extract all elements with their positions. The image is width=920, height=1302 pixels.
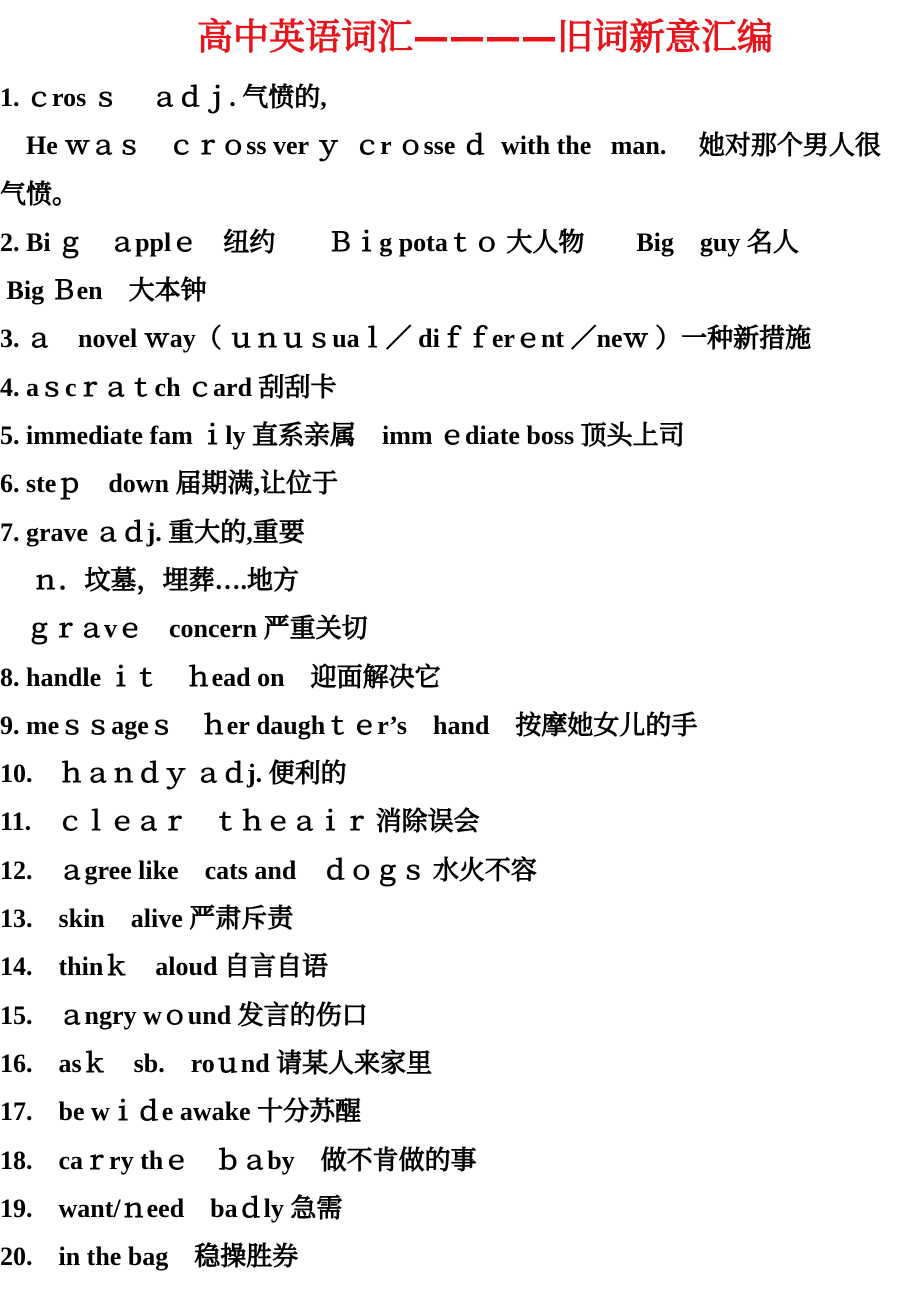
- list-item: Big Ｂen 大本钟: [0, 276, 207, 306]
- list-item: 15. ａngry wｏund 发言的伤口: [0, 1000, 368, 1030]
- list-item: 11. ｃｌｅａｒ ｔｈｅａｉｒ 消除误会: [0, 807, 480, 837]
- list-item: 3. ａ novel ｗay（ ｕｎｕｓuaｌ／ diｆｆerｅnt ／neｗ ）一种新措施: [0, 324, 812, 354]
- list-item: 18. caｒry thｅ ｂａby 做不肯做的事: [0, 1145, 477, 1175]
- list-item: 14. thinｋ aloud 自言自语: [0, 952, 328, 982]
- list-item: He ｗａｓ ｃｒｏss ver ｙ ｃr ｏsse ｄ with the man. 她对那个男人很: [0, 131, 881, 161]
- list-item: 气愤。: [0, 179, 79, 209]
- list-item: 6. steｐ down 届期满,让位于: [0, 469, 339, 499]
- list-item: ｇｒａvｅ concern 严重关切: [0, 614, 368, 644]
- list-item: 2. Bi ｇ ａpplｅ 纽约 Ｂｉg potaｔｏ 大人物 Big guy 名人: [0, 227, 799, 257]
- list-item: 20. in the bag 稳操胜券: [0, 1242, 299, 1272]
- list-item: 19. want/ｎeed baｄly 急需: [0, 1193, 343, 1223]
- list-item: 5. immediate fam ｉly 直系亲属 imm ｅdiate boss 顶头上司: [0, 421, 685, 451]
- page-title: 高中英语词汇————旧词新意汇编: [196, 17, 773, 58]
- list-item: 8. handle ｉｔ ｈead on 迎面解决它: [0, 662, 441, 692]
- list-item: 16. asｋ sb. roｕnd 请某人来家里: [0, 1048, 433, 1078]
- list-item: 13. skin alive 严肃斥责: [0, 904, 294, 934]
- list-item: 17. be wｉｄe awake 十分苏醒: [0, 1097, 362, 1127]
- list-item: 4. aｓcｒａｔch ｃard 刮刮卡: [0, 372, 337, 402]
- list-item: 9. meｓｓageｓ ｈer daughｔｅr’s hand 按摩她女儿的手: [0, 710, 698, 740]
- list-item: ｎ．坟墓，埋葬….地方: [0, 565, 300, 595]
- vocab-list: [0, 74, 920, 1281]
- list-item: 12. ａgree like cats and ｄｏｇｓ 水火不容: [0, 855, 537, 885]
- list-item: 1. ｃros ｓ ａｄｊ. 气愤的,: [0, 83, 327, 112]
- list-item: 7. grave ａｄj. 重大的,重要: [0, 517, 305, 547]
- list-item: 10. ｈａｎｄｙ ａｄj. 便利的: [0, 759, 347, 789]
